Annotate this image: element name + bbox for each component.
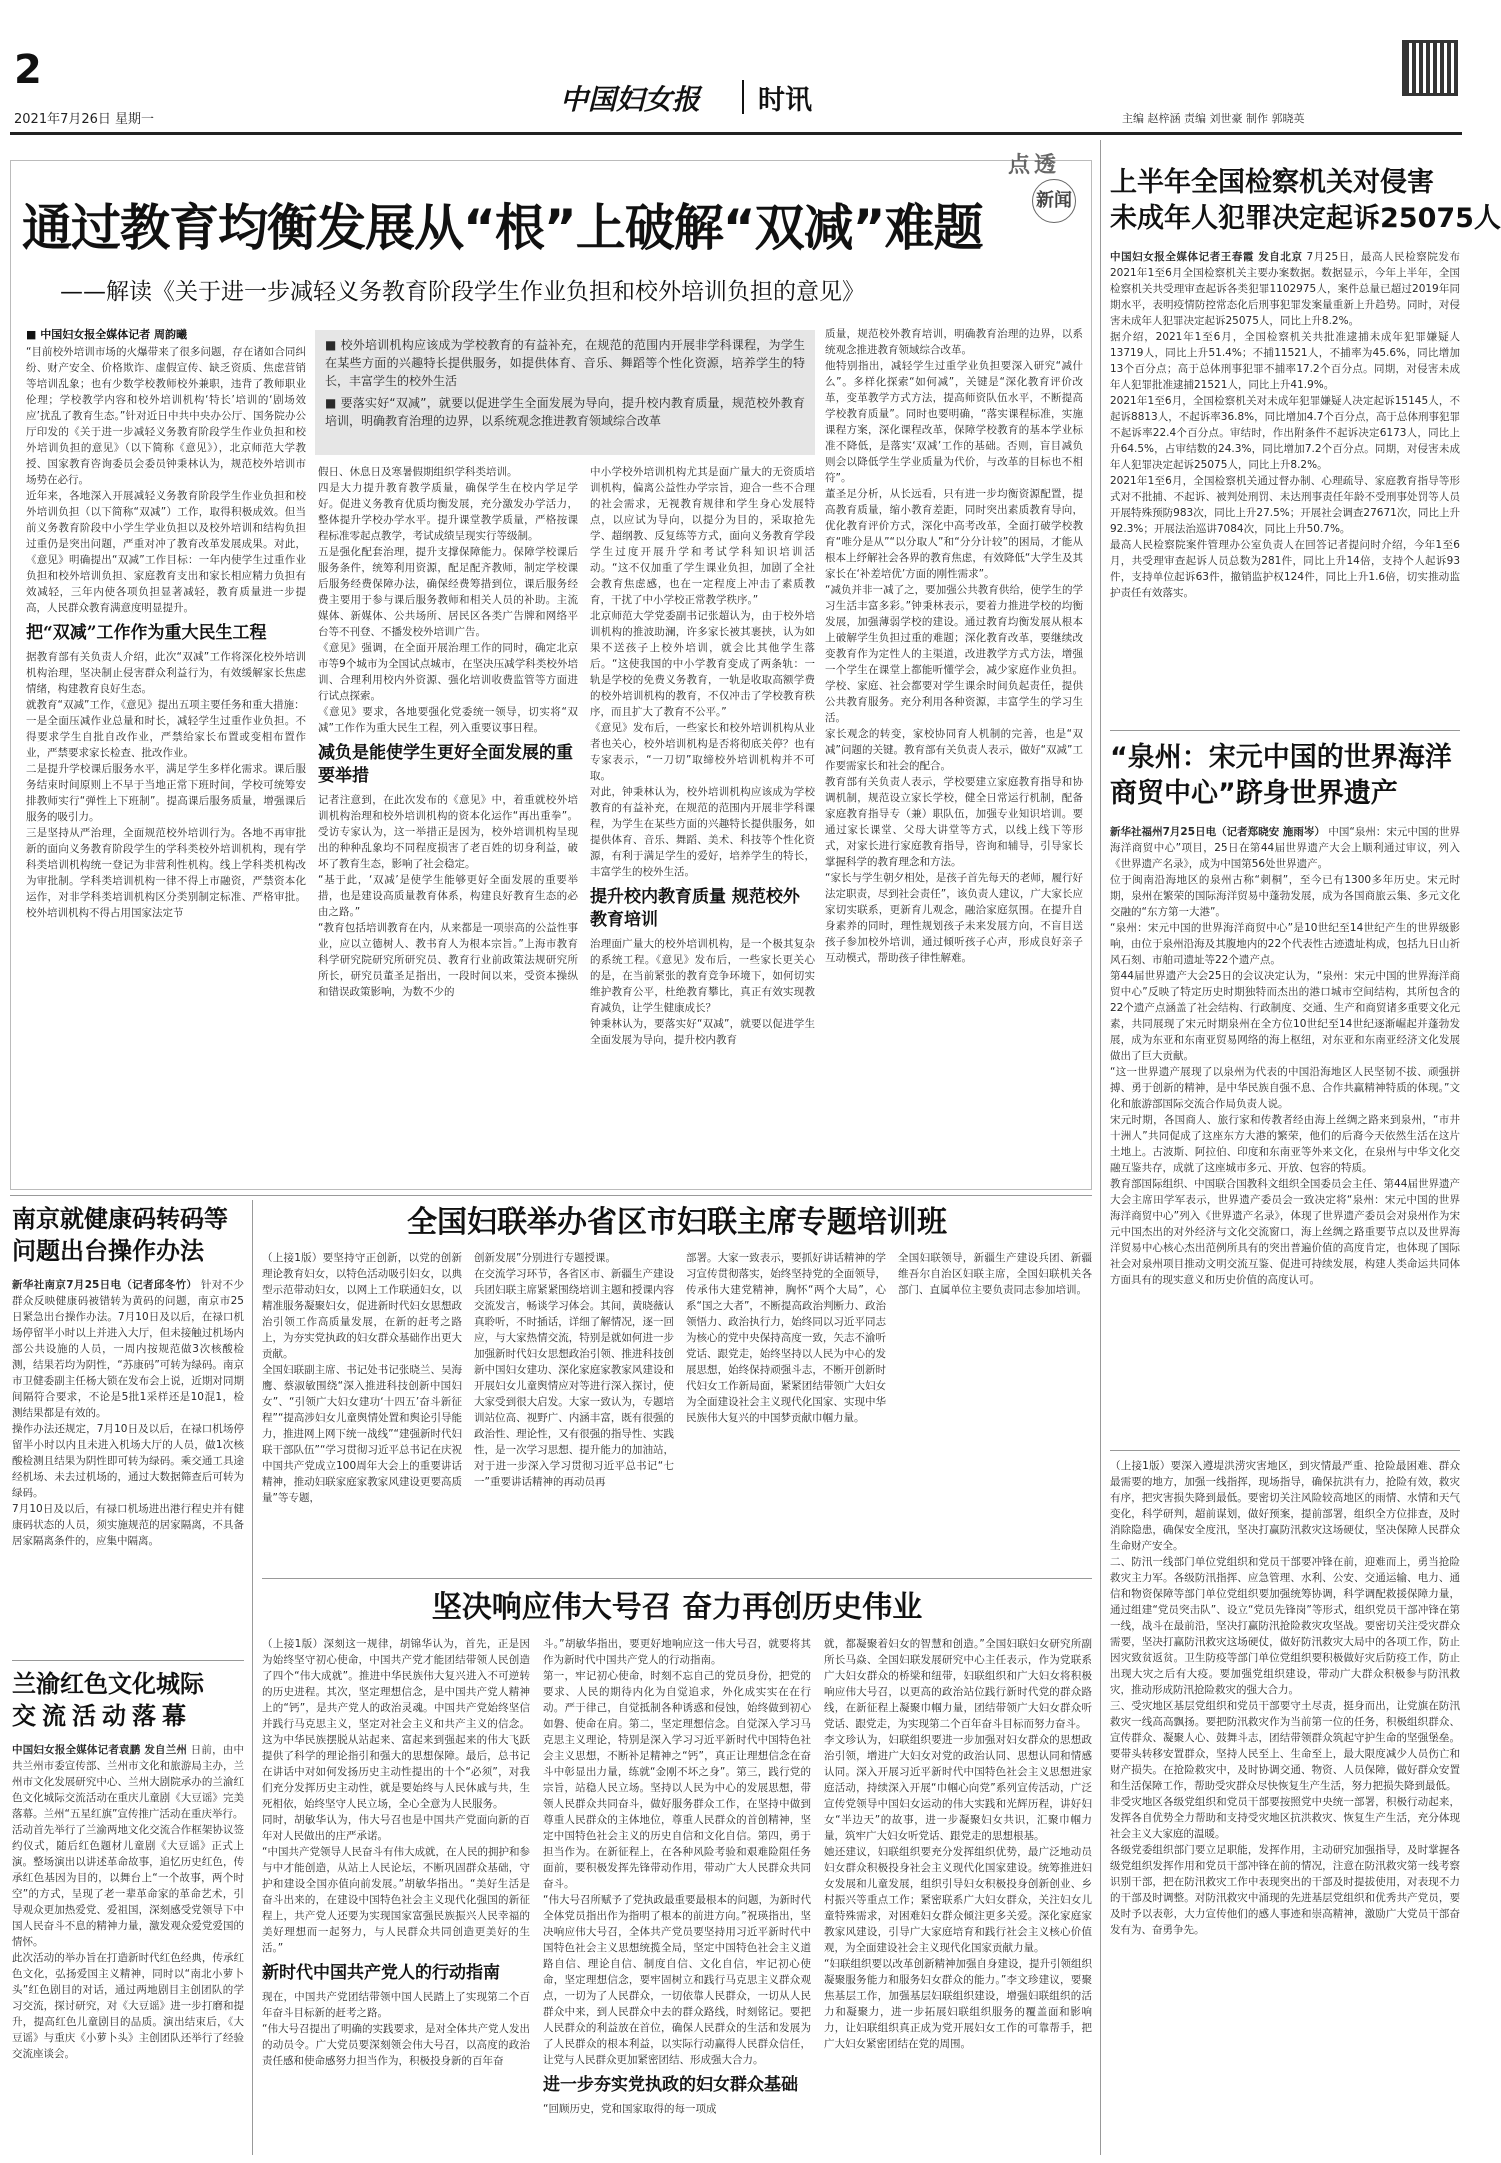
paragraph: 此次活动的举办旨在打造新时代红色经典，传承红色文化，弘扬爱国主义精神，同时以“南北小萝卜头”红色剧目的对话，通过两地剧目主创团队的学习交流，探讨研究，对《大豆谣》进一步打磨和提升，提高红色儿童剧目的品质。演出结束后，《大豆谣》与重庆《小萝卜头》主创团队还举行了经验交流座谈会。 bbox=[12, 1952, 244, 2060]
paragraph: 二是提升学校课后服务水平，满足学生多样化需求。课后服务结束时间原则上不早于当地正常下班时间，学校可统筹安排教师实行“弹性上下班制”。提高课后服务质量，增强课后服务的吸引力。 bbox=[26, 763, 306, 823]
paragraph: （上接1版）要坚持守正创新，以党的创新理论教育妇女，以特色活动吸引妇女，以典型示范带动妇女，以网上工作联通妇女，以精准服务凝聚妇女，促进新时代妇女思想政治引领工作高质量发展，在新的赶考之路上，为夯实党执政的妇女群众基础作出更大贡献。 bbox=[262, 1252, 462, 1360]
paragraph: “减负并非一减了之，要加强公共教育供给，使学生的学习生活丰富多彩。”钟秉林表示，要着力推进学校的均衡发展，加强薄弱学校的建设。通过教育均衡发展从根本上破解学生负担过重的难题；深化教育改革，要继续改变教育作为定性人的主渠道，改进教学方式方法，增强一个学生在课堂上都能听懂学会，减少家庭作业负担。学校、家庭、社会都要对学生课余时间负起责任，提供公共教育服务。充分利用各种资源，丰富学生的学习生活。 bbox=[825, 584, 1083, 724]
paragraph: 非受灾地区各级党组织和党员干部要按照党中央统一部署，积极行动起来，发挥各自优势全力帮助和支持受灾地区抗洪救灾、恢复生产生活，充分体现社会主义大家庭的温暖。 bbox=[1110, 1796, 1460, 1840]
quanzhou-article bbox=[1110, 740, 1460, 1445]
divider bbox=[10, 1195, 1092, 1196]
lead-highlight-box bbox=[315, 330, 815, 455]
editor-credits: 主编 赵梓涵 责编 刘世豪 制作 郭晓英 bbox=[1122, 112, 1305, 125]
paragraph: 对此，钟秉林认为，校外培训机构应该成为学校教育的有益补充，在规范的范围内开展非学科课程，为学生在某些方面的兴趣特长提供服务，如提供体育、音乐、舞蹈、美术、科技等个性化资源，有利于满足学生的爱好，培养学生的特长，丰富学生的校外生活。 bbox=[590, 786, 815, 878]
paragraph: 新华社南京7月25日电（记者邱冬竹） 针对不少群众反映健康码被错转为黄码的问题，南京市25日紧急出台操作办法。7月10日及以后，在禄口机场停留半小时以上并进入大厅，但未接触过机场内部公共设施的人员，一周内按规范做3次核酸检测，结果若均为阴性，“苏康码”可转为绿码。南京市卫健委副主任杨大锁在发布会上说，近期对同期间隔符合要求，不论是5批1采样还是10混1，检测结果都是有效的。 bbox=[12, 1279, 245, 1419]
masthead-divider bbox=[742, 80, 744, 114]
paragraph: 活动首先举行了兰渝两地文化交流合作框架协议签约仪式，随后红色题材儿童剧《大豆谣》正式上演。整场演出以讲述革命故事，追忆历史红色，传承红色基因为目的，以舞台上“一个故事，两个时空”的方式，呈现了老一辈革命家的革命艺术，引导观众更加热爱党、爱祖国，深刻感受党领导下中国人民奋斗不息的精神力量，激发观众爱党爱国的情怀。 bbox=[12, 1824, 244, 1948]
subheading: 提升校内教育质量 规范校外教育培训 bbox=[590, 887, 800, 930]
paragraph: 7月10日及以后，有禄口机场进出港行程史并有健康码状态的人员，须实施规范的居家隔离，不具备居家隔离条件的，应集中隔离。 bbox=[12, 1503, 244, 1547]
paragraph: 操作办法还规定，7月10日及以后，在禄口机场停留半小时以内且未进入机场大厅的人员，做1次核酸检测且结果为阴性即可转为绿码。乘交通工具途经机场、未去过机场的，通过大数据筛查后可转为绿码。 bbox=[12, 1423, 244, 1499]
divider bbox=[262, 1578, 1092, 1579]
paragraph: “伟大号召提出了明确的实践要求，是对全体共产党人发出的动员令。广大党员要深刻领会伟大号召，以高度的政治责任感和使命感努力担当作为，积极投身新的百年奋 bbox=[262, 2023, 530, 2067]
paragraph: 记者注意到，在此次发布的《意见》中，着重就校外培训机构治理和校外培训机构的资本化运作“再出重拳”。受访专家认为，这一举措正是因为，校外培训机构呈现出的种种乱象均不同程度损害了老百姓的切身利益，破坏了教育生态，影响了社会稳定。 bbox=[318, 794, 578, 870]
paragraph: 据教育部有关负责人介绍，此次“双减”工作将深化校外培训机构治理，坚决制止侵害群众利益行为，有效缓解家长焦虑情绪，构建教育良好生态。 bbox=[26, 651, 306, 695]
paragraph: 教育部有关负责人表示，学校要建立家庭教育指导和协调机制，规范设立家长学校，健全日常运行机制，配备家庭教育指导专（兼）职队伍，加强专业知识培训。要通过家长课堂、父母大讲堂等方式，以线上线下等形式，对家长进行家庭教育指导，咨询和辅导，引导家长掌握科学的教育理念和方法。 bbox=[825, 776, 1083, 868]
call-col-3 bbox=[824, 1636, 1092, 2158]
lanyu-title-2: 交流活动落幕 bbox=[12, 1702, 192, 1730]
paragraph: 北京师范大学党委副书记张超认为，由于校外培训机构的推波助澜，许多家长被其裹挟，认为如果不送孩子上校外培训，就会比其他学生落后。“这使我国的中小学教育变成了两条轨：一轨是学校的免费义务教育，一轨是收取高额学费的校外培训机构的教育，不仅冲击了学校教育秩序，而且扩大了教育不公平。” bbox=[590, 610, 815, 718]
call-title: 坚决响应伟大号召 奋力再创历史伟业 bbox=[431, 1590, 923, 1625]
header-rule bbox=[10, 132, 1462, 135]
paragraph: 四是大力提升教育教学质量，确保学生在校内学足学好。促进义务教育优质均衡发展，充分激发办学活力，整体提升学校办学水平。提升课堂教学质量，严格按课程标准零起点教学，考试成绩呈现实行等级制。 bbox=[318, 482, 578, 542]
divider bbox=[1110, 1450, 1460, 1451]
paragraph: 五是强化配套治理，提升支撑保障能力。保障学校课后服务条件，统筹利用资源，配足配齐教师，制定学校课后服务经费保障办法，确保经费筹措到位，课后服务经费主要用于参与课后服务教师和相关人员的补助。主流媒体、新媒体、公共场所、居民区各类广告牌和网络平台等不刊登、不播发校外培训广告。 bbox=[318, 546, 578, 638]
nanjing-title-1: 南京就健康码转码等 bbox=[12, 1205, 228, 1233]
issue-date: 2021年7月26日 星期一 bbox=[14, 112, 155, 127]
paragraph: 二、防汛一线部门单位党组织和党员干部要冲锋在前，迎难而上，勇当抢险救灾主力军。各级防汛指挥、应急管理、水利、公安、交通运输、电力、通信和物资保障等部门单位党组织要加强统筹协调，科学调配救援保障力量，通过组建“党员突击队”、设立“党员先锋岗”等形式，组织党员干部冲锋在第一线，战斗在最前沿，坚决打赢防汛抢险救灾攻坚战。要密切关注受灾群众需要，坚决打赢防汛救灾这场硬仗，做好防汛救灾大局中的各项工作，防止因灾致贫返贫。卫生防疫等部门单位党组织要积极做好灾后防疫工作，防止出现大灾之后有大疫。要加强党组织建设，带动广大群众积极参与防汛救灾，推动形成防汛抢险救灾的强大合力。 bbox=[1110, 1556, 1460, 1696]
paragraph: “伟大号召所赋予了党执政最重要最根本的问题，为新时代全体党员指出作为指明了根本的前进方向。”祝瑛指出，坚决响应伟大号召，全体共产党员要坚持用习近平新时代中国特色社会主义思想统揽全局，坚定中国特色社会主义道路自信、理论自信、制度自信、文化自信，牢记初心使命，坚定理想信念，要牢固树立和践行马克思主义群众观点，一切为了人民群众，一切依靠人民群众，一切从人民群众中来，到人民群众中去的群众路线，时刻铭记。要把人民群众的利益放在首位，确保人民群众的生活和发展为了人民群众的根本利益，以实际行动赢得人民群众信任，让党与人民群众更加紧密团结、形成强大合力。 bbox=[543, 1894, 811, 2066]
nanjing-title-2: 问题出台操作办法 bbox=[12, 1237, 204, 1265]
call-col-2 bbox=[543, 1636, 811, 2158]
paragraph: 家长观念的转变，家校协同育人机制的完善，也是“双减”问题的关键。教育部有关负责人表示，做好“双减”工作要需家长和社会的配合。 bbox=[825, 728, 1083, 772]
quanzhou-title-2: 商贸中心”跻身世界遗产 bbox=[1110, 778, 1398, 809]
subheading: 新时代中国共产党人的行动指南 bbox=[262, 1963, 500, 1983]
quanzhou-byline: 新华社福州7月25日电（记者郑晓安 施雨岑） bbox=[1110, 826, 1325, 838]
paragraph: “中国共产党领导人民奋斗有伟大成就，在人民的拥护和参与中才能创造，从站上人民论坛，不断巩固群众基础，守护和建设全国亦值向前发展。”胡敏华指出。“美好生活是奋斗出来的，在建设中国特色社会主义现代化强国的新征程上，共产党人还要为实现国家富强民族振兴人民幸福的美好理想而一起努力，与人民群众共同创造更美好的生活。” bbox=[262, 1846, 530, 1954]
call-col-1 bbox=[262, 1636, 530, 2158]
paragraph: “泉州：宋元中国的世界海洋商贸中心”是10世纪至14世纪产生的世界级影响，由位于泉州沿海及其腹地内的22个代表性古迹遗址构成，包括九日山祈风石刻、市舶司遗址等22个遗产点。 bbox=[1110, 922, 1460, 966]
vertical-divider bbox=[1100, 140, 1101, 2155]
highlight-2: ■ 要落实好“双减”，就要以促进学生全面发展为导向，提升校内教育质量，规范校外教育培训，明确教育治理的边界，以系统观念推进教育领域综合改革 bbox=[325, 396, 806, 428]
federation-col-3 bbox=[686, 1250, 886, 1570]
paragraph: 钟秉林认为，要落实好“双减”，就要以促进学生全面发展为导向，提升校内教育 bbox=[590, 1018, 815, 1046]
paragraph: “回顾历史，党和国家取得的每一项成 bbox=[543, 2103, 717, 2115]
paragraph: 三、受灾地区基层党组织和党员干部要守土尽责，挺身而出，让党旗在防汛救灾一线高高飘扬。要把防汛救灾作为当前第一位的任务，积极组织群众、宣传群众、凝聚人心、鼓舞斗志，团结带领群众筑起守护生命的坚强堡垒。要带头转移安置群众，坚持人民至上、生命至上，最大限度减少人员伤亡和财产损失。在抢险救灾中，及时协调交通、物资、人员保障，做好群众安置和生活保障工作，帮助受灾群众尽快恢复生产生活，努力把损失降到最低。 bbox=[1110, 1700, 1460, 1792]
lead-column-3 bbox=[590, 464, 815, 1181]
paragraph: 最高人民检察院案件管理办公室负责人在回答记者提问时介绍，今年1至6月，共受理审查起诉人员总数为281件，同比上升14倍，支持个人起诉93件，支持单位起诉63件，撤销监护权124件，同比上升1.6倍，切实推动监护责任有效落实。 bbox=[1110, 539, 1460, 599]
paragraph: 第44届世界遗产大会25日的会议决定认为，“泉州：宋元中国的世界海洋商贸中心”反映了特定历史时期独特而杰出的港口城市空间结构，其所包含的22个遗产点涵盖了社会结构、行政制度、交通、生产和商贸诸多重要文化元素，共同展现了宋元时期泉州在全方位10世纪至14世纪逐渐崛起并蓬勃发展，成为东亚和东南亚贸易网络的海上枢纽，对东亚和东南亚经济文化发展做出了巨大贡献。 bbox=[1110, 970, 1460, 1062]
paragraph: 2021年1至6月，全国检察机关对未成年犯罪嫌疑人决定起诉15145人，不起诉8813人，不起诉率36.8%，同比增加4.7个百分点，高于总体刑事犯罪不起诉率22.4个百分点。审结时，作出附条件不起诉决定6173人，同比上升64.5%，占审结数的24.3%，同比增加7.2个百分点。同期，对侵害未成年人犯罪决定起诉25075人，同比上升8.2%。 bbox=[1110, 395, 1460, 471]
lead-subtitle: ——解读《关于进一步减轻义务教育阶段学生作业负担和校外培训负担的意见》 bbox=[60, 279, 865, 305]
paragraph: 《意见》要求，各地要强化党委统一领导，切实将“双减”工作作为重大民生工程，列入重要议事日程。 bbox=[318, 706, 578, 734]
federation-col-2 bbox=[474, 1250, 674, 1570]
paragraph: “妇联组织要以改革创新精神加强自身建设，提升引领组织凝聚服务能力和服务妇女群众的能力。”李文珍建议，要聚焦基层工作，加强基层妇联组织建设，增强妇联组织的活力和凝聚力，进一步拓展妇联组织服务的覆盖面和影响力，让妇联组织真正成为党开展妇女工作的可靠帮手，把广大妇女紧密团结在党的周围。 bbox=[824, 1958, 1092, 2050]
paragraph: 各级党委组织部门要立足职能，发挥作用，主动研究加强指导，及时掌握各级党组织发挥作用和党员干部冲锋在前的情况，注意在防汛救灾第一线考察识别干部，把在防汛救灾工作中表现突出的干部及时提拔使用，对表现不力的干部及时调整。对防汛救灾中涌现的先进基层党组织和优秀共产党员，要及时予以表彰，大力宣传他们的感人事迹和崇高精神，激励广大党员干部奋发有为、奋勇争先。 bbox=[1110, 1844, 1460, 1936]
paragraph: 现在，中国共产党团结带领中国人民踏上了实现第二个百年奋斗目标新的赶考之路。 bbox=[262, 1991, 530, 2019]
lead-column-1 bbox=[26, 326, 306, 1181]
divider bbox=[1110, 730, 1460, 731]
paragraph: 就，都凝聚着妇女的智慧和创造。”全国妇联妇女研究所副所长马焱、全国妇联发展研究中心主任表示，作为党联系广大妇女群众的桥梁和纽带，妇联组织和广大妇女将积极响应伟大号召，以更高的政治站位践行新时代党的群众路线，在新征程上凝聚巾帼力量，团结带领广大妇女群众听党话、跟党走，为实现第二个百年奋斗目标而努力奋斗。 bbox=[824, 1638, 1092, 1730]
paragraph: 斗。”胡敏华指出，要更好地响应这一伟大号召，就要将其作为新时代中国共产党人的行动指南。 bbox=[543, 1638, 811, 1666]
paragraph: 他特别指出，减轻学生过重学业负担要深入研究“减什么”。多样化探索“如何减”，关键是“深化教育评价改革，变革教学方式方法，提高师资队伍水平，不断提高学校教育质量”。同时也要明确，“落实课程标准，实施课程方案，深化课程改革，保障学校教育的基本学业标准不降低，是落实‘双减’工作的基础。否则，盲目减负则会以降低学生学业质量为代价，与改革的目标也不相符”。 bbox=[825, 360, 1083, 484]
subheading: 把“双减”工作作为重大民生工程 bbox=[26, 623, 267, 643]
paragraph: “目前校外培训市场的火爆带来了很多问题，存在诸如合同纠纷、财产安全、价格欺诈、虚假宣传、缺乏资质、焦虑营销等培训乱象；也有少数学校教师校外兼职，违背了教师职业伦理；学校教学内容和校外培训机构‘特长’培训的‘剧场效应’扰乱了教育生态。”针对近日中共中央办公厅、国务院办公厅印发的《关于进一步减轻义务教育阶段学生作业负担和校外培训负担的意见》（以下简称《意见》），北京师范大学教授、国家教育咨询委员会委员钟秉林认为，规范校外培训市场势在必行。 bbox=[26, 346, 306, 486]
badge-top: 点透 bbox=[1008, 152, 1061, 178]
paragraph: 《意见》发布后，一些家长和校外培训机构从业者也关心，校外培训机构是否将彻底关停？也有专家表示，“一刀切”取缔校外培训机构并不可取。 bbox=[590, 722, 815, 782]
nanjing-article bbox=[12, 1203, 244, 1653]
paragraph: 中国妇女报全媒体记者袁鹏 发自兰州 日前，由中共兰州市委宣传部、兰州市文化和旅游局主办，兰州市文化发展研究中心、兰州大剧院承办的兰渝红色文化城际交流活动在重庆儿童剧《大豆谣》完美落幕。兰州“五星红旗”宣传推广活动在重庆举行。 bbox=[12, 1744, 245, 1820]
paragraph: 创新发展”分别进行专题授课。 bbox=[474, 1252, 616, 1264]
paragraph: 质量，规范校外教育培训，明确教育治理的边界，以系统观念推进教育领域综合改革。 bbox=[825, 328, 1083, 356]
paragraph: 第一，牢记初心使命，时刻不忘自己的党员身份，把党的要求、人民的期待内化为自觉追求，外化成实实在在行动。严于律己，自觉抵制各种诱惑和侵蚀，始终做到初心如磐、使命在肩。第二，坚定理想信念。自觉深入学习马克思主义理论，特别是深入学习习近平新时代中国特色社会主义思想，不断补足精神之“钙”，真正让理想信念在奋斗中彰显出力量，练就“金刚不坏之身”。第三，践行党的宗旨，站稳人民立场。坚持以人民为中心的发展思想，带领人民群众共同奋斗，做好服务群众工作，在坚持中做到尊重人民群众的主体地位，尊重人民群众的首创精神，坚定中国特色社会主义的历史自信和文化自信。第四，勇于担当作为。在新征程上，在各种风险考验和艰难险阻任务面前，要积极发挥先锋带动作用，带动广大人民群众共同奋斗。 bbox=[543, 1670, 811, 1890]
quanzhou-title-1: “泉州：宋元中国的世界海洋 bbox=[1110, 742, 1452, 773]
paragraph: 部署。大家一致表示，要抓好讲话精神的学习宣传贯彻落实，始终坚持党的全面领导，传承伟大建党精神，胸怀“两个大局”，心系“国之大者”，不断提高政治判断力、政治领悟力、政治执行力，始终同以习近平同志为核心的党中央保持高度一致，矢志不渝听党话、跟党走，始终坚持以人民为中心的发展思想，始终保持顽强斗志，不断开创新时代妇女工作新局面，紧紧团结带领广大妇女为全面建设社会主义现代化国家、实现中华民族伟大复兴的中国梦贡献巾帼力量。 bbox=[686, 1252, 886, 1424]
paragraph: “教育包括培训教育在内，从来都是一项崇高的公益性事业，应以立德树人、教书育人为根本宗旨。”上海市教育科学研究院研究所研究员、教育行业前政策法规研究所所长，研究员董圣足指出，一段时间以来，受资本操纵和错误政策影响，为数不少的 bbox=[318, 922, 578, 998]
paragraph: 全国妇联领导，新疆生产建设兵团、新疆维吾尔自治区妇联主席，全国妇联机关各部门、直属单位主要负责同志参加培训。 bbox=[898, 1252, 1092, 1296]
federation-col-1 bbox=[262, 1250, 462, 1570]
paragraph: 《意见》强调，在全面开展治理工作的同时，确定北京市等9个城市为全国试点城市，在坚决压减学科类校外培训、合理利用校内外资源、强化培训收费监管等方面进行试点探索。 bbox=[318, 642, 578, 702]
paragraph: 三是坚持从严治理，全面规范校外培训行为。各地不再审批新的面向义务教育阶段学生的学科类校外培训机构，现有学科类培训机构统一登记为非营利性机构。线上学科类机构改为审批制。学科类培训机构一律不得上市融资，严禁资本化运作，对非学科类培训机构区分类别制定标准、严格审批。校外培训机构不得占用国家法定节 bbox=[26, 827, 306, 919]
paragraph: 教育部国际组织、中国联合国教科文组织全国委员会主任、第44届世界遗产大会主席田学军表示，世界遗产委员会一致决定将“泉州：宋元中国的世界海洋商贸中心”列入《世界遗产名录》，体现了世界遗产委员会对泉州作为宋元中国杰出的对外经济与文化交流窗口，海上丝绸之路重要节点以及世界海洋贸易中心核心杰出范例所具有的突出普遍价值的高度肯定，也体现了国际社会对泉州项目推动文明交流互鉴、促进可持续发展，构建人类命运共同体方面具有的现实意义和历史价值的高度认可。 bbox=[1110, 1178, 1460, 1286]
lead-byline: ■ 中国妇女报全媒体记者 周韵曦 bbox=[26, 328, 188, 341]
subheading: 进一步夯实党执政的妇女群众基础 bbox=[543, 2075, 798, 2095]
paragraph: 2021年1至6月，全国检察机关通过督办制、心理疏导、家庭教育指导等形式对不批捕、不起诉、被判处刑罚、未达刑事责任年龄不受刑事处罚等人员开展特殊预防983次，同比上升27.5%；开展社会调查27671次，同比上升92.3%；开展法治巡讲7084次，同比上升50.7%。 bbox=[1110, 475, 1460, 535]
paragraph: 就教育“双减”工作，《意见》提出五项主要任务和重大措施： bbox=[26, 699, 305, 711]
paragraph: 她还建议，妇联组织要充分发挥组织优势，最广泛地动员妇女群众积极投身社会主义现代化国家建设。统筹推进妇女发展和儿童发展，组织引导妇女积极投身创新创业、乡村振兴等重点工作；紧密联系广大妇女群众，关注妇女儿童特殊需求，对困难妇女群众倾注更多关爱。深化家庭家教家风建设，引导广大家庭培育和践行社会主义核心价值观，为全面建设社会主义现代化国家贡献力量。 bbox=[824, 1846, 1092, 1954]
paragraph: 近年来，各地深入开展减轻义务教育阶段学生作业负担和校外培训负担（以下简称“双减”）工作，取得积极成效。但当前义务教育阶段中小学生学业负担以及校外培训和结构负担过重仍是突出问题，严重对冲了教育改革发展成果。对此，《意见》明确提出“双减”工作目标：一年内使学生过重作业负担和校外培训负担、家庭教育支出和家长相应精力负担有效减轻，三年内使各项负担显著减轻，教育质量进一步提高，人民群众教育满意度明显提升。 bbox=[26, 490, 306, 614]
procuratorate-title-1: 上半年全国检察机关对侵害 bbox=[1110, 167, 1434, 198]
subheading: 减负是能使学生更好全面发展的重要举措 bbox=[318, 743, 573, 786]
paragraph: 李文珍认为，妇联组织要进一步加强对妇女群众的思想政治引领，增进广大妇女对党的政治认同、思想认同和情感认同。深入开展习近平新时代中国特色社会主义思想进家庭活动，持续深入开展“巾帼心向党”系列宣传活动，广泛宣传党领导中国妇女运动的伟大实践和光辉历程，讲好妇女“半边天”的故事，进一步凝聚妇女共识，汇聚巾帼力量，筑牢广大妇女听党话、跟党走的思想根基。 bbox=[824, 1734, 1092, 1842]
flood-article bbox=[1110, 1458, 1460, 2158]
procuratorate-byline: 中国妇女报全媒体记者王春霞 发自北京 bbox=[1110, 251, 1303, 263]
highlight-1: ■ 校外培训机构应该成为学校教育的有益补充，在规范的范围内开展非学科课程，为学生在某些方面的兴趣特长提供服务，如提供体育、音乐、舞蹈等个性化资源，培养学生的特长，丰富学生的校外生活 bbox=[325, 338, 805, 388]
divider bbox=[12, 1660, 244, 1661]
bullet-icon: ■ bbox=[325, 396, 341, 410]
procuratorate-article bbox=[1110, 165, 1501, 725]
masthead-logo: 中国妇女报 bbox=[560, 83, 701, 116]
paragraph: 在交流学习环节，各省区市、新疆生产建设兵团妇联主席紧紧围绕培训主题和授课内容交流发言，畅谈学习体会。其间，黄晓薇认真聆听，不时插话，详细了解情况，逐一回应，与大家热情交流，特别是就如何进一步加强新时代妇女思想政治引领、推进科技创新中国妇女建功、深化家庭家教家风建设和开展妇女儿童舆情应对等进行深入探讨，使大家受到很大启发。大家一致认为，专题培训站位高、视野广、内涵丰富，既有很强的政治性、理论性，又有很强的指导性、实践性，是一次学习思想、提升能力的加油站，对于进一步深入学习贯彻习近平总书记“七一”重要讲话精神的再动员再 bbox=[474, 1268, 674, 1488]
page-number: 2 bbox=[14, 47, 42, 93]
procuratorate-title-2: 未成年人犯罪决定起诉25075人 bbox=[1110, 203, 1501, 234]
badge-bottom: 新闻 bbox=[1032, 179, 1076, 223]
qr-code bbox=[1402, 40, 1458, 96]
paragraph: 中小学校外培训机构尤其是面广量大的无资质培训机构，偏离公益性办学宗旨，迎合一些不合理的社会需求，无视教育规律和学生身心发展特点，以应试为导向，以提分为目的，采取抢先学、超纲教、反复练等方式，面向义务教育学段学生过度开展升学和考试学科知识培训活动。“这不仅加重了学生课业负担，加剧了全社会教育焦虑感，也在一定程度上冲击了素质教育，干扰了中小学校正常教学秩序。” bbox=[590, 466, 815, 606]
vertical-divider bbox=[252, 1200, 253, 2155]
paragraph: 中国妇女报全媒体记者王春霞 发自北京 7月25日，最高人民检察院发布2021年1至6月全国检察机关主要办案数据。数据显示，今年上半年，全国检察机关共受理审查起诉各类犯罪1102975人，案件总量已超过2019年同期水平，表明疫情防控常态化后刑事犯罪发案量重新上升趋势。同时，对侵害未成年人犯罪决定起诉25075人，同比上升8.2%。 bbox=[1110, 251, 1461, 327]
paragraph: 新华社福州7月25日电（记者郑晓安 施雨岑） 中国“泉州：宋元中国的世界海洋商贸中心”项目，25日在第44届世界遗产大会上顺利通过审议，列入《世界遗产名录》，成为中国第56处世界遗产。 bbox=[1110, 826, 1460, 870]
paragraph: 宋元时期，各国商人、旅行家和传教者经由海上丝绸之路来到泉州，“市井十洲人”共同促成了这座东方大港的繁荣，他们的后裔今天依然生活在这片土地上。古波斯、阿拉伯、印度和东南亚等外来文化，在泉州与中华文化交融互鉴共存，成就了这座城市多元、开放、包容的特质。 bbox=[1110, 1114, 1460, 1174]
nanjing-byline: 新华社南京7月25日电（记者邱冬竹） bbox=[12, 1279, 198, 1291]
lanyu-article bbox=[12, 1668, 244, 2158]
paragraph: 位于闽南沿海地区的泉州古称“刺桐”，至今已有1300多年历史。宋元时期，泉州在繁荣的国际海洋贸易中蓬勃发展，成为各国商旅云集、多元文化交融的“东方第一大港”。 bbox=[1110, 874, 1460, 918]
lanyu-byline: 中国妇女报全媒体记者袁鹏 发自兰州 bbox=[12, 1744, 188, 1756]
paragraph: “家长与学生朝夕相处，是孩子首先每天的老师，履行好法定职责，尽到社会责任”，该负责人建议，广大家长应家切实联系，更新育儿观念，融洽家庭氛围。在提升自身素养的同时，理性规划孩子未来发展方向，不盲目送孩子参加校外培训，通过倾听孩子心声，形成良好亲子互动模式，帮助孩子律性解难。 bbox=[825, 872, 1083, 964]
paragraph: 一是全面压减作业总量和时长，减轻学生过重作业负担。不得要求学生自批自改作业，严禁给家长布置或变相布置作业，严禁要求家长检查、批改作业。 bbox=[26, 715, 306, 759]
bullet-icon: ■ bbox=[325, 338, 341, 352]
lead-badge bbox=[1008, 148, 1088, 220]
paragraph: 假日、休息日及寒暑假期组织学科类培训。 bbox=[318, 466, 518, 478]
lead-column-4 bbox=[825, 326, 1083, 1181]
federation-title: 全国妇联举办省区市妇联主席专题培训班 bbox=[407, 1205, 947, 1240]
paragraph: 董圣足分析，从长远看，只有进一步均衡资源配置，提高教育质量，缩小教育差距，同时突出素质教育导向，优化教育评价方式，深化中高考改革，全面打破学校教育“唯分是从”“以分取人”和“分分计较”的困局，才能从根本上纾解社会各界的教育焦虑，有效降低“大学生及其家长在‘补差培优’方面的刚性需求”。 bbox=[825, 488, 1083, 580]
paragraph: 据介绍，2021年1至6月，全国检察机关共批准逮捕未成年犯罪嫌疑人13719人，同比上升51.4%；不捕11521人，不捕率为45.6%，同比增加13个百分点；高于总体刑事犯罪不捕率17.2个百分点。同期，对侵害未成年人犯罪批准逮捕21521人，同比上升41.9%。 bbox=[1110, 331, 1460, 391]
paragraph: “这一世界遗产展现了以泉州为代表的中国沿海地区人民坚韧不拔、顽强拼搏、勇于创新的精神，是中华民族自强不息、合作共赢精神特质的体现。”文化和旅游部国际交流合作局负责人说。 bbox=[1110, 1066, 1460, 1110]
paragraph: 全国妇联副主席、书记处书记张晓兰、吴海鹰、蔡淑敏围绕“深入推进科技创新中国妇女”、“引领广大妇女建功‘十四五’奋斗新征程”“提高涉妇女儿童舆情处置和舆论引导能力，推进网上网下统一战线”“建强新时代妇联干部队伍”“学习贯彻习近平总书记在庆祝中国共产党成立100周年大会上的重要讲话精神，推动妇联家庭家教家风建设更要高质量”等专题， bbox=[262, 1364, 462, 1504]
federation-col-4 bbox=[898, 1250, 1092, 1570]
lanyu-title-1: 兰渝红色文化城际 bbox=[12, 1670, 204, 1698]
paragraph: 同时，胡敏华认为，伟大号召也是中国共产党面向新的百年对人民做出的庄严承诺。 bbox=[262, 1814, 530, 1842]
lead-column-2 bbox=[318, 464, 578, 1181]
paragraph: （上接1版）深刻这一规律，胡锦华认为，首先，正是因为始终坚守初心使命，中国共产党才能团结带领人民创造了四个“伟大成就”。推进中华民族伟大复兴进入不可逆转的历史进程。其次，坚定理想信念，是中国共产党人精神上的“钙”，是共产党人的政治灵魂。中国共产党始终坚信并践行马克思主义，坚定对社会主义和共产主义的信念。这为中华民族摆脱从站起来、富起来到强起来的伟大飞跃提供了科学的理论指引和强大的思想保障。最后，总书记在讲话中对如何发扬历史主动性提出的十个“必须”，对我们充分发挥历史主动性，就是要始终与人民休戚与共，生死相依，始终坚守人民立场，全心全意为人民服务。 bbox=[262, 1638, 530, 1810]
paragraph: “基于此，‘双减’是使学生能够更好全面发展的重要举措，也是建设高质量教育体系，构建良好教育生态的必由之路。” bbox=[318, 874, 578, 918]
section-name: 时讯 bbox=[758, 85, 812, 116]
lead-title: 通过教育均衡发展从“根”上破解“双减”难题 bbox=[22, 199, 983, 257]
paragraph: （上接1版）要深入遵堤洪涝灾害地区，到灾情最严重、抢险最困难、群众最需要的地方，加强一线指挥，现场指导，确保抗洪有力，抢险有效，救灾有序，把灾害损失降到最低。要密切关注风险较高地区的雨情、水情和天气变化，科学研判，超前谋划，做好预案，提前部署，组织全方位排查，及时消除隐患，确保安全度汛，坚决打赢防汛救灾这场硬仗，坚决保障人民群众生命财产安全。 bbox=[1110, 1460, 1460, 1552]
paragraph: 治理面广量大的校外培训机构，是一个极其复杂的系统工程。《意见》发布后，一些家长更关心的是，在当前紧张的教育竞争环境下，如何切实维护教育公平，杜绝教育攀比，真正有效实现教育减负，让学生健康成长？ bbox=[590, 938, 815, 1014]
